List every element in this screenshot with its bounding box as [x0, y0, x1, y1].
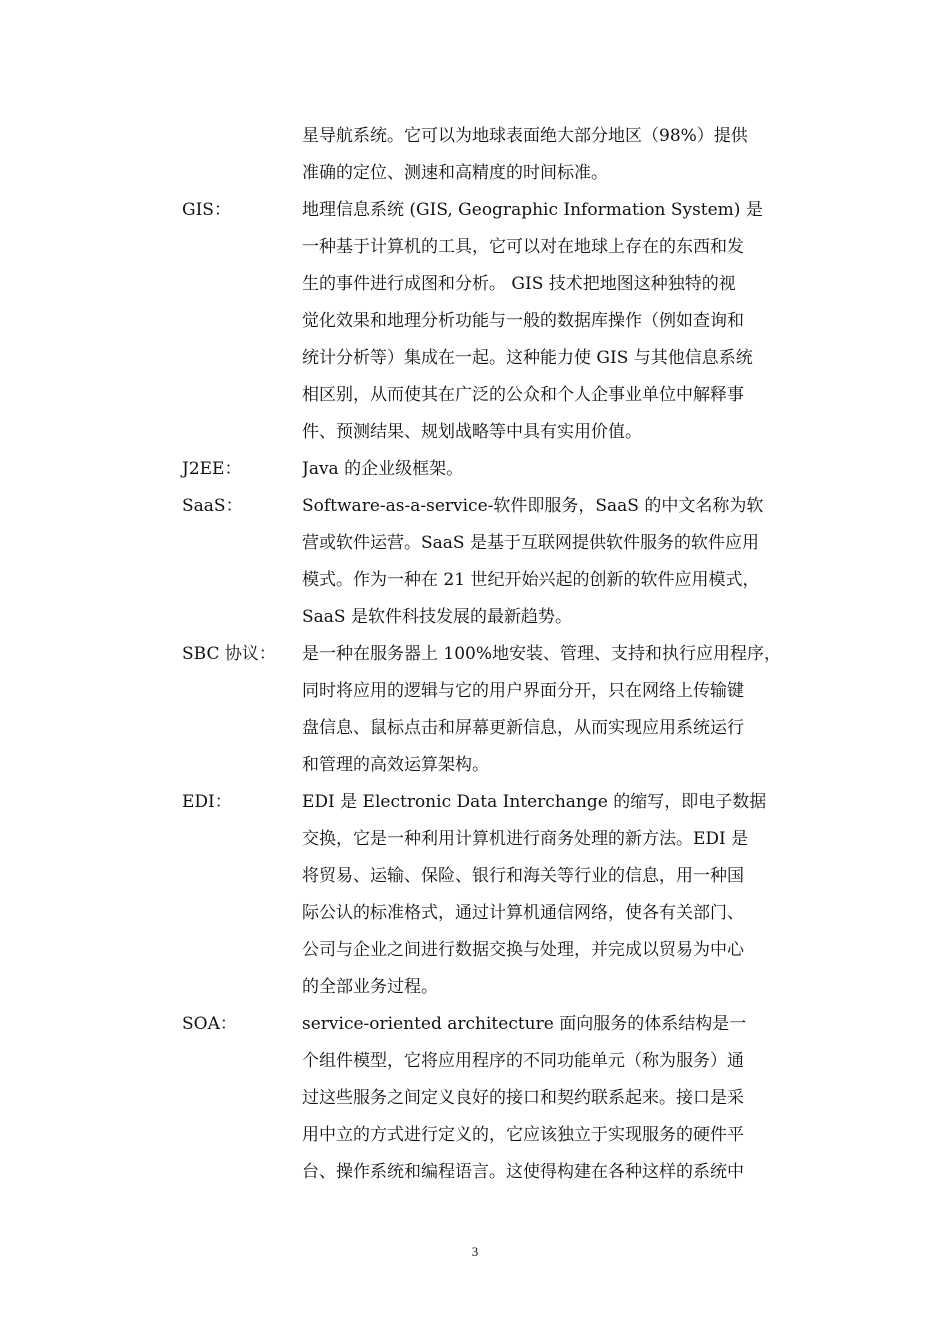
glossary-term: GIS：	[182, 200, 231, 220]
glossary-definition-line: 将贸易、运输、保险、银行和海关等行业的信息，用一种国	[302, 866, 744, 886]
glossary-definition-line: 过这些服务之间定义良好的接口和契约联系起来。接口是采	[302, 1088, 744, 1108]
glossary-definition-line: EDI 是 Electronic Data Interchange 的缩写，即电子数据	[302, 792, 767, 812]
glossary-definition-line: 和管理的高效运算架构。	[302, 755, 489, 775]
glossary-definition-line: 营或软件运营。SaaS 是基于互联网提供软件服务的软件应用	[302, 533, 759, 553]
glossary-definition-line: 用中立的方式进行定义的，它应该独立于实现服务的硬件平	[302, 1125, 744, 1145]
glossary-definition-line: 台、操作系统和编程语言。这使得构建在各种这样的系统中	[302, 1162, 744, 1182]
glossary-definition-line: 准确的定位、测速和高精度的时间标准。	[302, 163, 608, 183]
glossary-definition-line: 件、预测结果、规划战略等中具有实用价值。	[302, 422, 642, 442]
glossary-definition-line: 相区别，从而使其在广泛的公众和个人企事业单位中解释事	[302, 385, 744, 405]
glossary-definition-line: 际公认的标准格式，通过计算机通信网络，使各有关部门、	[302, 903, 744, 923]
glossary-term: SBC 协议：	[182, 644, 276, 664]
glossary-term: J2EE：	[182, 459, 242, 479]
glossary-definition-line: 的全部业务过程。	[302, 977, 438, 997]
glossary-definition-line: service-oriented architecture 面向服务的体系结构是一	[302, 1014, 747, 1034]
glossary-definition-line: 盘信息、鼠标点击和屏幕更新信息，从而实现应用系统运行	[302, 718, 744, 738]
glossary-definition-line: 星导航系统。它可以为地球表面绝大部分地区（98%）提供	[302, 126, 748, 146]
glossary-term: EDI：	[182, 792, 232, 812]
glossary-definition-line: 一种基于计算机的工具，它可以对在地球上存在的东西和发	[302, 237, 744, 257]
glossary-definition-line: 模式。作为一种在 21 世纪开始兴起的创新的软件应用模式，	[302, 570, 760, 590]
glossary-definition-line: 同时将应用的逻辑与它的用户界面分开，只在网络上传输键	[302, 681, 744, 701]
glossary-term: SOA：	[182, 1014, 237, 1034]
page-number: 3	[471, 1244, 479, 1259]
glossary-definition-line: 公司与企业之间进行数据交换与处理，并完成以贸易为中心	[302, 940, 744, 960]
glossary-definition-line: SaaS 是软件科技发展的最新趋势。	[302, 607, 572, 627]
glossary-definition-line: 生的事件进行成图和分析。 GIS 技术把地图这种独特的视	[302, 274, 736, 294]
glossary-definition-line: 交换，它是一种利用计算机进行商务处理的新方法。EDI 是	[302, 829, 749, 849]
glossary-definition-line: 地理信息系统 (GIS, Geographic Information System) 是	[302, 200, 763, 220]
glossary-definition-line: 是一种在服务器上 100%地安装、管理、支持和执行应用程序，	[302, 644, 782, 664]
glossary-definition-line: Java 的企业级框架。	[302, 459, 464, 479]
glossary-definition-line: 觉化效果和地理分析功能与一般的数据库操作（例如查询和	[302, 311, 744, 331]
glossary-term: SaaS：	[182, 496, 243, 516]
glossary-definition-line: 统计分析等）集成在一起。这种能力使 GIS 与其他信息系统	[302, 348, 753, 368]
glossary-definition-line: 个组件模型，它将应用程序的不同功能单元（称为服务）通	[302, 1051, 744, 1071]
glossary-definition-line: Software-as-a-service-软件即服务，SaaS 的中文名称为软	[302, 496, 764, 516]
